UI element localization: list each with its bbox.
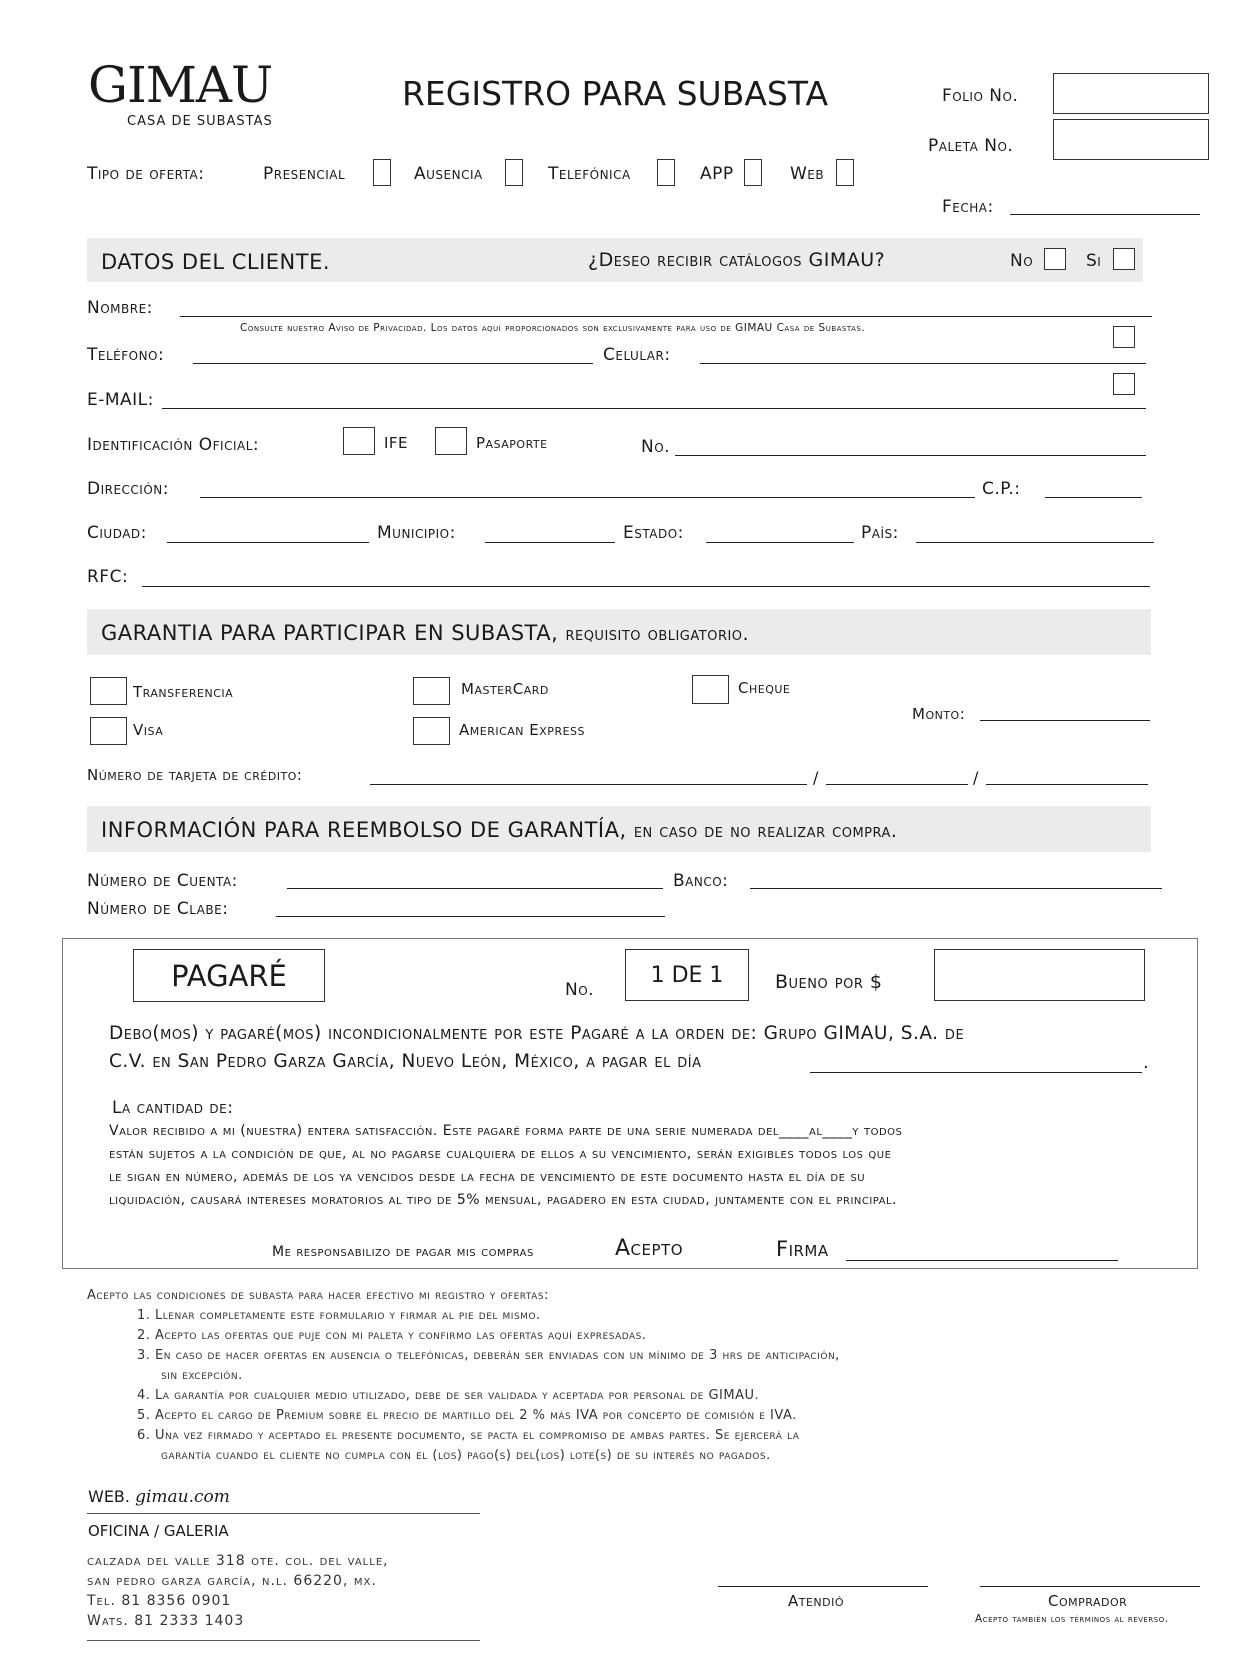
celular-field[interactable] xyxy=(700,363,1146,364)
cp-label: C.P.: xyxy=(982,479,1021,499)
offer-presencial-checkbox[interactable] xyxy=(373,159,391,186)
amex-checkbox[interactable] xyxy=(413,717,450,745)
offer-web-label: Web xyxy=(790,164,825,184)
telefono-field[interactable] xyxy=(193,363,593,364)
pagare-line-1: Debo(mos) y pagaré(mos) incondicionalmente por este Pagaré a la orden de: Grupo GIMAU, S.A. de xyxy=(109,1023,965,1044)
refund-section-title xyxy=(101,818,897,842)
bueno-por-input[interactable] xyxy=(934,949,1145,1001)
card-number-label: Número de tarjeta de crédito: xyxy=(87,766,303,784)
terms-item-6-cont: garantía cuando el cliente no cumpla con el (los) pago(s) del(los) lote(s) de su interés no pagados. xyxy=(161,1448,771,1463)
municipio-label: Municipio: xyxy=(377,523,456,543)
catalog-no-checkbox[interactable] xyxy=(1044,248,1066,270)
privacy-note: Consulte nuestro Aviso de Privacidad. Los datos aquí proporcionados son exclusivamente para uso de GIMAU Casa de Subastas. xyxy=(240,322,866,334)
pagare-line-2: C.V. en San Pedro Garza García, Nuevo León, México, a pagar el día xyxy=(109,1051,702,1072)
banco-label: Banco: xyxy=(673,871,729,891)
card-number-field-2[interactable] xyxy=(826,784,968,785)
card-number-field-3[interactable] xyxy=(986,784,1148,785)
visa-label: Visa xyxy=(133,721,164,739)
ciudad-field[interactable] xyxy=(167,542,369,543)
cuenta-field[interactable] xyxy=(287,888,663,889)
visa-checkbox[interactable] xyxy=(90,717,127,745)
logo-subtitle: CASA DE SUBASTAS xyxy=(127,114,273,129)
atendio-label: Atendió xyxy=(788,1592,845,1610)
pagare-title-box xyxy=(133,949,325,1002)
web-line xyxy=(88,1487,230,1507)
pagare-no-box xyxy=(625,949,749,1001)
pais-label: País: xyxy=(861,523,899,543)
office-title: OFICINA / GALERIA xyxy=(88,1522,229,1540)
firma-label: Firma xyxy=(776,1237,829,1261)
guarantee-title-sub: requisito obligatorio. xyxy=(565,623,750,645)
mastercard-checkbox[interactable] xyxy=(413,677,450,705)
direccion-field[interactable] xyxy=(200,497,975,498)
transferencia-checkbox[interactable] xyxy=(90,677,127,705)
clabe-label: Número de Clabe: xyxy=(87,899,229,919)
terms-item-6: 6. Una vez firmado y aceptado el presente documento, se pacta el compromiso de ambas partes. Se ejercerá la xyxy=(137,1428,800,1443)
telephone: Tel. 81 8356 0901 xyxy=(87,1593,232,1609)
id-oficial-label: Identificación Oficial: xyxy=(87,435,260,455)
pagare-body-3: le sigan en número, además de los ya vencidos desde la fecha de vencimiento de este documento hasta el día de su xyxy=(109,1169,866,1185)
responsible-text: Me responsabilizo de pagar mis compras xyxy=(272,1244,534,1260)
ife-label: IFE xyxy=(384,434,409,452)
celular-label: Celular: xyxy=(603,345,671,365)
cuenta-label: Número de Cuenta: xyxy=(87,871,238,891)
telefono-label: Teléfono: xyxy=(87,345,165,365)
atendio-signature-line[interactable] xyxy=(718,1586,928,1587)
mastercard-label: MasterCard xyxy=(461,680,549,698)
clabe-field[interactable] xyxy=(276,916,665,917)
offer-ausencia-checkbox[interactable] xyxy=(505,159,523,186)
pais-field[interactable] xyxy=(916,542,1154,543)
monto-field[interactable] xyxy=(980,720,1150,721)
amex-label: American Express xyxy=(459,721,585,739)
acepto-text: Acepto xyxy=(615,1236,684,1261)
client-section-title: DATOS DEL CLIENTE. xyxy=(101,250,331,274)
id-no-label: No. xyxy=(641,437,671,457)
refund-title-sub: en caso de no realizar compra. xyxy=(633,820,898,842)
card-slash-2: / xyxy=(973,768,979,787)
guarantee-section-title xyxy=(101,621,749,645)
catalog-si-label: Si xyxy=(1086,251,1102,271)
terms-item-3-cont: sin excepción. xyxy=(161,1368,243,1383)
offer-type-label: Tipo de oferta: xyxy=(87,164,205,184)
pagare-line-2-period: . xyxy=(1143,1052,1149,1073)
monto-label: Monto: xyxy=(912,705,966,723)
email-label: E-MAIL: xyxy=(87,390,154,410)
nombre-label: Nombre: xyxy=(87,298,153,318)
ciudad-label: Ciudad: xyxy=(87,523,147,543)
pagar-dia-field[interactable] xyxy=(810,1072,1142,1073)
offer-telefonica-label: Telefónica xyxy=(548,164,631,184)
card-number-field-1[interactable] xyxy=(370,784,807,785)
id-no-field[interactable] xyxy=(675,455,1146,456)
pagare-title: PAGARÉ xyxy=(171,958,287,993)
rfc-label: RFC: xyxy=(87,567,129,587)
paleta-label: Paleta No. xyxy=(928,136,1014,156)
terms-item-4: 4. La garantía por cualquier medio utilizado, debe de ser validada y aceptada por personal de GIMAU. xyxy=(137,1388,760,1403)
comprador-label: Comprador xyxy=(1048,1592,1128,1610)
offer-presencial-label: Presencial xyxy=(263,164,346,184)
bueno-por-label: Bueno por $ xyxy=(775,971,883,993)
municipio-field[interactable] xyxy=(485,542,615,543)
estado-label: Estado: xyxy=(623,523,684,543)
pagare-body-2: están sujetos a la condición de que, al no pagarse cualquiera de ellos a su vencimiento, serán exigibles todos los que xyxy=(109,1146,892,1162)
offer-app-checkbox[interactable] xyxy=(744,159,762,186)
terms-item-2: 2. Acepto las ofertas que puje con mi paleta y confirmo las ofertas aquí expresadas. xyxy=(137,1328,647,1343)
address-line-2: san pedro garza garcía, n.l. 66220, mx. xyxy=(87,1573,377,1589)
terms-item-3: 3. En caso de hacer ofertas en ausencia o telefónicas, deberán ser enviadas con un mínimo de 3 hrs de anticipación, xyxy=(137,1348,840,1363)
catalog-question: ¿Deseo recibir catálogos GIMAU? xyxy=(588,249,886,271)
pagare-no-value: 1 DE 1 xyxy=(650,962,724,988)
rfc-field[interactable] xyxy=(142,586,1150,587)
pasaporte-checkbox[interactable] xyxy=(435,427,467,455)
privacy-checkbox-2[interactable] xyxy=(1113,373,1135,395)
address-line-1: calzada del valle 318 ote. col. del valle, xyxy=(87,1553,389,1569)
transferencia-label: Transferencia xyxy=(133,683,234,701)
offer-app-label: APP xyxy=(700,164,734,184)
cheque-label: Cheque xyxy=(738,679,791,697)
paleta-input[interactable] xyxy=(1053,119,1209,160)
firma-field[interactable] xyxy=(846,1260,1118,1261)
privacy-checkbox-1[interactable] xyxy=(1113,326,1135,348)
fecha-field[interactable] xyxy=(1010,214,1200,215)
banco-field[interactable] xyxy=(750,888,1162,889)
pasaporte-label: Pasaporte xyxy=(476,434,548,452)
acepto-reverso-note: Acepto también los términos al reverso. xyxy=(975,1613,1169,1625)
comprador-signature-line[interactable] xyxy=(980,1586,1200,1587)
terms-item-5: 5. Acepto el cargo de Premium sobre el precio de martillo del 2 % más IVA por concepto de comisión e IVA. xyxy=(137,1408,797,1423)
cp-field[interactable] xyxy=(1045,497,1142,498)
offer-web-checkbox[interactable] xyxy=(836,159,854,186)
estado-field[interactable] xyxy=(706,542,854,543)
fecha-label: Fecha: xyxy=(942,197,994,217)
whatsapp: Wats. 81 2333 1403 xyxy=(87,1613,245,1629)
catalog-si-checkbox[interactable] xyxy=(1113,248,1135,270)
web-label: WEB. xyxy=(88,1487,130,1506)
terms-item-1: 1. Llenar completamente este formulario y firmar al pie del mismo. xyxy=(137,1308,541,1323)
pagare-no-label: No. xyxy=(565,980,595,1000)
guarantee-title-main: GARANTIA PARA PARTICIPAR EN SUBASTA, xyxy=(101,621,559,645)
page-title: REGISTRO PARA SUBASTA xyxy=(402,74,829,113)
web-link[interactable]: gimau.com xyxy=(135,1487,230,1507)
cheque-checkbox[interactable] xyxy=(692,675,729,704)
nombre-field[interactable] xyxy=(180,316,1152,317)
pagare-body-1: Valor recibido a mi (nuestra) entera satisfacción. Este pagaré forma parte de una serie numerada del____al____y todos xyxy=(109,1123,903,1139)
email-field[interactable] xyxy=(162,408,1146,409)
folio-label: Folio No. xyxy=(942,86,1019,106)
ife-checkbox[interactable] xyxy=(343,427,375,455)
cantidad-label: La cantidad de: xyxy=(112,1098,234,1118)
folio-input[interactable] xyxy=(1053,73,1209,114)
catalog-no-label: No xyxy=(1010,251,1034,271)
footer-divider-2 xyxy=(87,1640,480,1641)
offer-telefonica-checkbox[interactable] xyxy=(657,159,675,186)
direccion-label: Dirección: xyxy=(87,479,169,499)
refund-title-main: INFORMACIÓN PARA REEMBOLSO DE GARANTÍA, xyxy=(101,818,627,842)
pagare-body-4: liquidación, causará intereses moratorios al tipo de 5% mensual, pagadero en esta ciudad, juntamente con el principal. xyxy=(109,1192,898,1208)
gimau-logo: GIMAU xyxy=(88,56,273,114)
footer-divider-1 xyxy=(87,1513,480,1514)
terms-intro: Acepto las condiciones de subasta para hacer efectivo mi registro y ofertas: xyxy=(87,1288,549,1303)
card-slash-1: / xyxy=(813,768,819,787)
offer-ausencia-label: Ausencia xyxy=(414,164,483,184)
